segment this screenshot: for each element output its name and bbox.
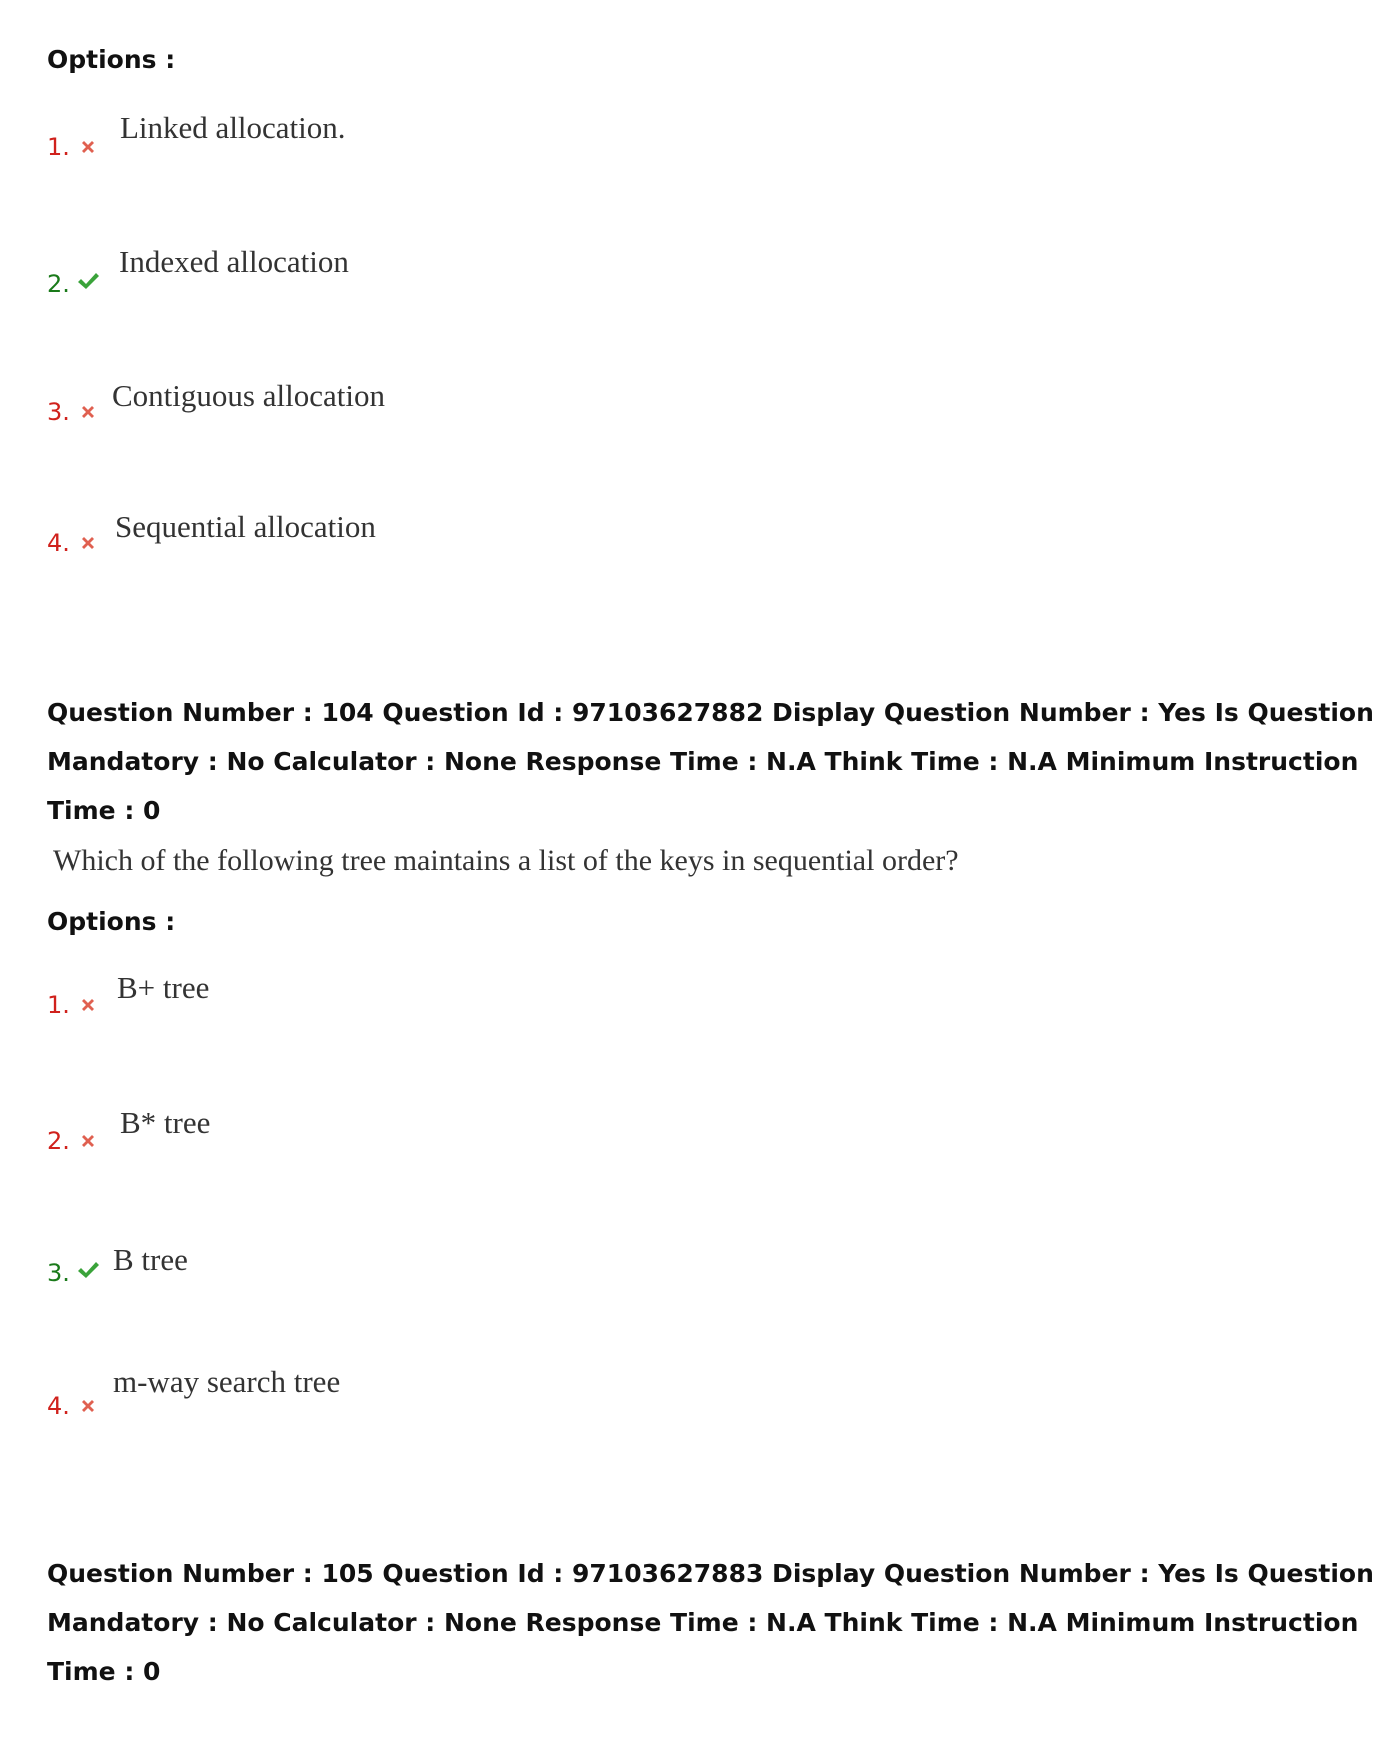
question-meta-line: Mandatory : No Calculator : None Response Time : N.A Think Time : N.A Minimum Instruction: [47, 747, 1359, 776]
question-meta-line: Question Number : 105 Question Id : 97103627883 Display Question Number : Yes Is Question: [47, 1559, 1374, 1588]
question-meta-line: Question Number : 104 Question Id : 97103627882 Display Question Number : Yes Is Question: [47, 698, 1374, 727]
cross-icon: [78, 402, 98, 422]
question-105-meta: [47, 1549, 1374, 1696]
question-meta-line: Mandatory : No Calculator : None Response Time : N.A Think Time : N.A Minimum Instruction: [47, 1608, 1359, 1637]
cross-icon: [78, 1131, 98, 1151]
option-1-text: B+ tree: [117, 970, 210, 1005]
check-icon: [76, 270, 100, 292]
question-104-text: Which of the following tree maintains a list of the keys in sequential order?: [53, 844, 959, 877]
option-4-number: 4.: [47, 529, 70, 557]
option-2-text: Indexed allocation: [119, 244, 349, 279]
option-4-number: 4.: [47, 1392, 70, 1420]
check-icon: [76, 1259, 100, 1281]
cross-icon: [78, 533, 98, 553]
cross-icon: [78, 1396, 98, 1416]
option-4-text: m-way search tree: [113, 1364, 341, 1399]
question-meta-line: Time : 0: [47, 796, 161, 825]
option-1-number: 1.: [47, 991, 70, 1019]
option-3-text: Contiguous allocation: [112, 378, 385, 413]
option-3-number: 3.: [47, 1259, 70, 1287]
option-1-text: Linked allocation.: [120, 110, 346, 145]
option-3-text: B tree: [113, 1242, 188, 1277]
option-2-text: B* tree: [120, 1105, 211, 1140]
options-label: Options :: [47, 907, 176, 936]
option-1-number: 1.: [47, 133, 70, 161]
cross-icon: [78, 137, 98, 157]
options-label: Options :: [47, 45, 176, 74]
question-104-meta: [47, 688, 1374, 835]
option-3-number: 3.: [47, 398, 70, 426]
option-2-number: 2.: [47, 270, 70, 298]
option-4-text: Sequential allocation: [115, 509, 376, 544]
option-2-number: 2.: [47, 1127, 70, 1155]
question-meta-line: Time : 0: [47, 1657, 161, 1686]
cross-icon: [78, 995, 98, 1015]
